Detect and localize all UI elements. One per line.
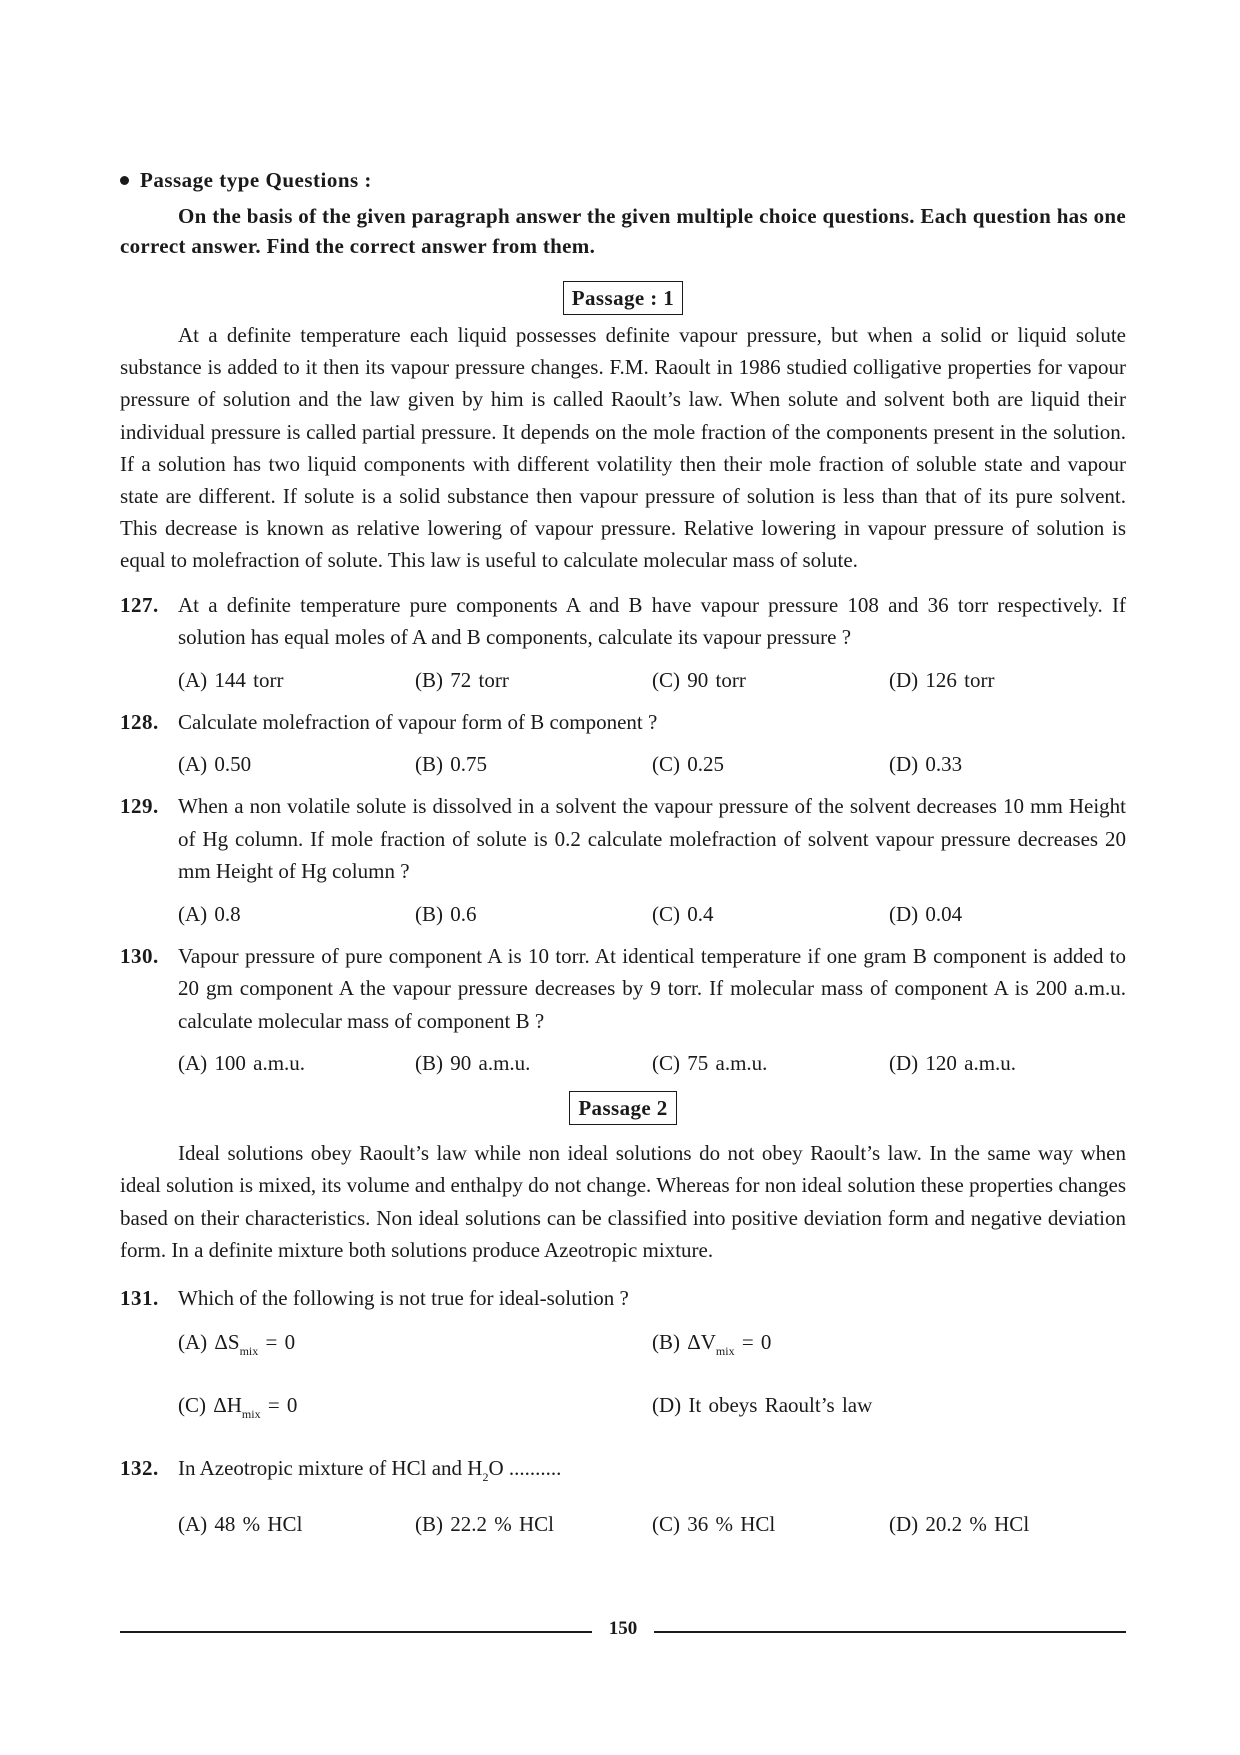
options-130 — [120, 1047, 1126, 1079]
instructions: On the basis of the given paragraph answer the given multiple choice questions. Each question has one correct answer. Find the correct answer from them. — [120, 204, 1126, 258]
options-132 — [120, 1508, 1126, 1540]
question-number: 131. — [120, 1285, 159, 1310]
option-d[interactable]: (D) 20.2 % HCl — [889, 1511, 1030, 1536]
bullet-icon — [120, 176, 129, 185]
options-129 — [120, 898, 1126, 930]
option-c[interactable]: (C) 0.25 — [652, 752, 724, 777]
options-127 — [120, 664, 1126, 696]
question-number: 127. — [120, 592, 159, 617]
option-c[interactable]: (C) $\Delta H_{mix} = 0$ — [178, 1393, 298, 1422]
question-131 — [120, 1282, 1126, 1315]
option-b[interactable]: (B) 90 a.m.u. — [415, 1051, 531, 1076]
passage-2-text: Ideal solutions obey Raoult’s law while non ideal solutions do not obey Raoult’s law. In the same way when ideal solution is mixed, its volume and enthalpy do not change. Whereas for non ideal solution these properties changes based on their characteristics. Non ideal solutions can be classified into positive deviation form and negative deviation form. In a definite mixture both solutions produce Azeotropic mixture. — [120, 1141, 1126, 1262]
section-heading — [120, 168, 1126, 193]
options-128 — [120, 748, 1126, 780]
section-title: Passage type Questions : — [140, 168, 372, 192]
option-a[interactable]: (A) 0.8 — [178, 901, 241, 926]
option-a[interactable]: (A) 100 a.m.u. — [178, 1051, 306, 1076]
option-a[interactable]: (A) 0.50 — [178, 752, 252, 777]
question-127 — [120, 589, 1126, 654]
question-text: Vapour pressure of pure component A is 10 torr. At identical temperature if one gram B component is added to 20 gm component A the vapour pressure decreases by 9 torr. If molecular mass of component A is 200 a.m.u. calculate molecular mass of component B ? — [178, 943, 1126, 1033]
question-text: In Azeotropic mixture of HCl and $H_2O$ .......... — [178, 1456, 562, 1485]
passage-1-text: At a definite temperature each liquid possesses definite vapour pressure, but when a solid or liquid solute substance is added to it then its vapour pressure changes. F.M. Raoult in 1986 studied colligative properties for vapour pressure of solution and the law given by him is called Raoult’s law. When solute and solvent both are liquid their individual pressure is called partial pressure. It depends on the mole fraction of the components present in the solution. If a solution has two liquid components with different volatility then their mole fraction of soluble state and vapour state are different. If solute is a solid substance then vapour pressure of solution is less than that of its pure solvent. This decrease is known as relative lowering of vapour pressure. Relative lowering in vapour pressure of solution is equal to molefraction of solute. This law is useful to calculate molecular mass of solute. — [120, 323, 1126, 573]
option-d[interactable]: (D) 0.33 — [889, 752, 963, 777]
page-footer — [120, 1618, 1126, 1646]
option-d[interactable]: (D) 0.04 — [889, 901, 963, 926]
question-text: At a definite temperature pure components A and B have vapour pressure 108 and 36 torr respectively. If solution has equal moles of A and B components, calculate its vapour pressure ? — [178, 592, 1126, 650]
question-129 — [120, 790, 1126, 888]
option-d[interactable]: (D) 126 torr — [889, 667, 995, 692]
option-b[interactable]: (B) 22.2 % HCl — [415, 1511, 554, 1536]
footer-rule-right — [654, 1631, 1126, 1633]
question-text: Which of the following is not true for ideal-solution ? — [178, 1285, 629, 1310]
option-a[interactable]: (A) 48 % HCl — [178, 1511, 303, 1536]
option-b[interactable]: (B) $\Delta V_{mix} = 0$ — [652, 1330, 772, 1359]
option-a[interactable]: (A) 144 torr — [178, 667, 284, 692]
passage-2-label: Passage 2 — [569, 1091, 676, 1125]
option-b[interactable]: (B) 72 torr — [415, 667, 509, 692]
option-d[interactable]: (D) 120 a.m.u. — [889, 1051, 1017, 1076]
option-b[interactable]: (B) 0.75 — [415, 752, 487, 777]
option-d[interactable]: (D) It obeys Raoult’s law — [652, 1393, 873, 1418]
option-c[interactable]: (C) 0.4 — [652, 901, 714, 926]
option-c[interactable]: (C) 36 % HCl — [652, 1511, 776, 1536]
option-b[interactable]: (B) 0.6 — [415, 901, 477, 926]
page-number: 150 — [608, 1618, 638, 1639]
options-131 — [120, 1326, 1126, 1452]
question-130 — [120, 940, 1126, 1038]
question-number: 130. — [120, 943, 159, 968]
question-number: 132. — [120, 1456, 159, 1481]
option-c[interactable]: (C) 75 a.m.u. — [652, 1051, 768, 1076]
passage-1-label: Passage : 1 — [563, 281, 683, 315]
page-content — [120, 168, 1126, 1540]
question-text: When a non volatile solute is dissolved in a solvent the vapour pressure of the solvent decreases 10 mm Height of Hg column. If mole fraction of solute is 0.2 calculate molefraction of solvent vapour pressure decreases 20 mm Height of Hg column ? — [178, 794, 1126, 884]
question-number: 128. — [120, 709, 159, 734]
question-number: 129. — [120, 794, 159, 819]
question-128 — [120, 706, 1126, 739]
option-a[interactable]: (A) $\Delta S_{mix} = 0$ — [178, 1330, 296, 1359]
question-text: Calculate molefraction of vapour form of B component ? — [178, 709, 658, 734]
option-c[interactable]: (C) 90 torr — [652, 667, 746, 692]
question-132 — [120, 1452, 1126, 1494]
